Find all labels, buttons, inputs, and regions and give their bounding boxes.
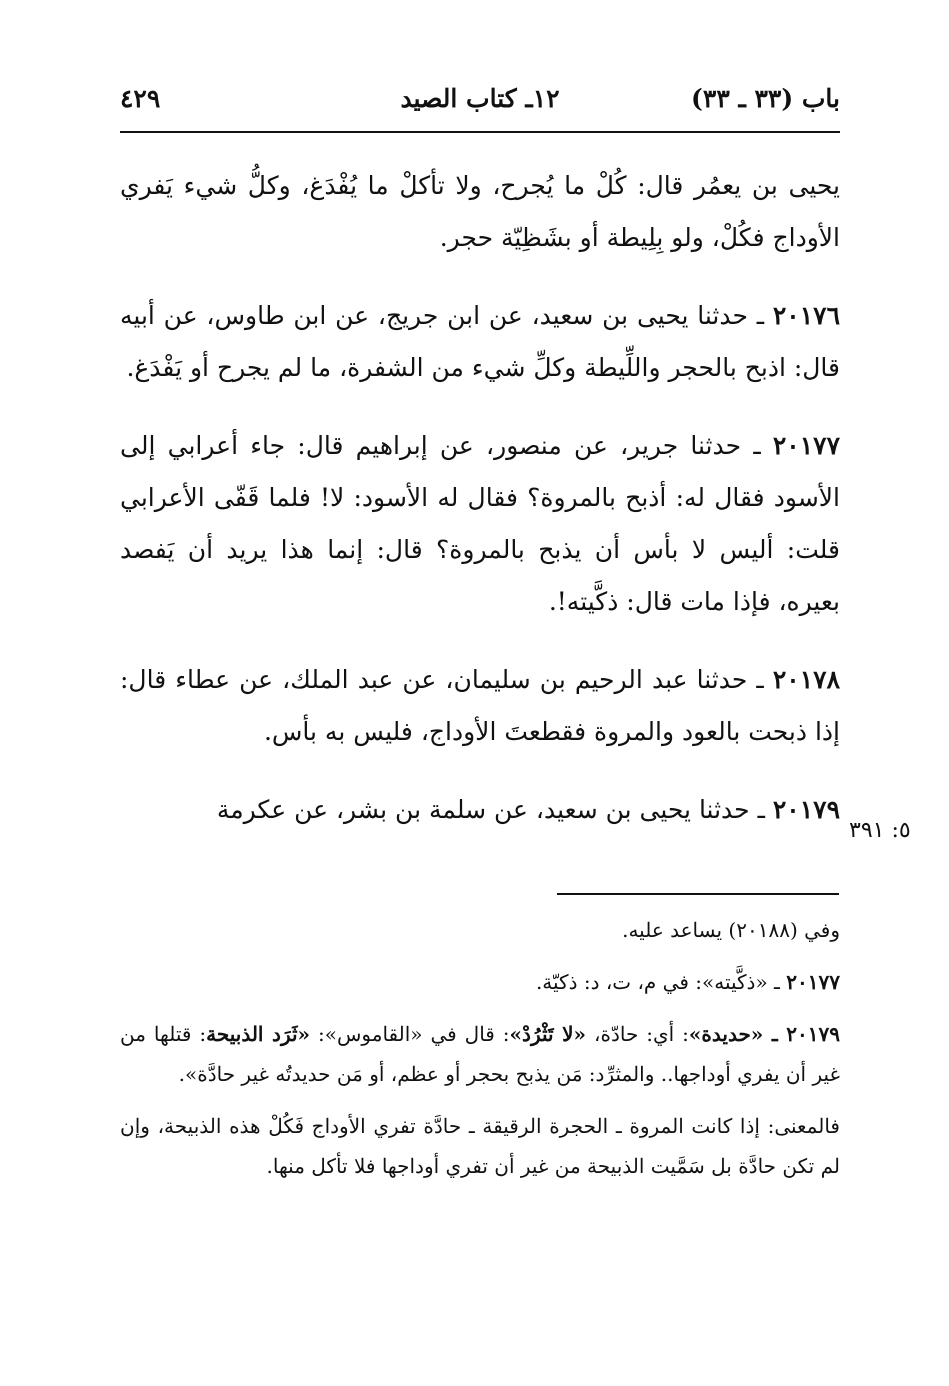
footnote-text: : قتلها من غير أن يفري أوداجها.. والمثرِّد: مَن يذبح بحجر أو عظم، أو مَن حديدتُه غير حادَّة». xyxy=(120,1022,840,1086)
book-title: ١٢ـ كتاب الصيد xyxy=(400,84,560,113)
paragraph xyxy=(120,654,840,758)
paragraph xyxy=(120,784,840,836)
footnote-text: ـ «ذكَّيته»: في م، ت، د: ذكيّة. xyxy=(535,970,787,994)
hadith-number: ٢٠١٧٦ xyxy=(772,301,840,330)
page-number: ٤٢٩ xyxy=(120,84,161,113)
hadith-number: ٢٠١٧٨ xyxy=(772,665,840,694)
footnote-term: «لا تَثْرُدْ» xyxy=(509,1022,587,1046)
footnote-separator xyxy=(557,893,839,895)
header-rule xyxy=(120,131,840,133)
paragraph-text: يحيى بن يعمُر قال: كُلْ ما يُجرح، ولا تأكلْ ما يُفْدَغ، وكلُّ شيء يَفري الأوداج فكُلْ، ولو بِلِيطة أو بشَظِيّة حجر. xyxy=(120,171,840,252)
chapter-heading: باب (٣٣ ـ ٣٣) xyxy=(691,84,840,113)
footnote xyxy=(120,1014,840,1094)
main-text xyxy=(120,160,840,862)
paragraph-text: ـ حدثنا عبد الرحيم بن سليمان، عن عبد الملك، عن عطاء قال: إذا ذبحت بالعود والمروة فقطعتَ الأوداج، فليس به بأس. xyxy=(120,665,840,746)
footnote-number: ٢٠١٧٩ xyxy=(786,1022,840,1046)
hadith-number: ٢٠١٧٩ xyxy=(772,795,840,824)
footnote-term: ـ «حديدة» xyxy=(688,1022,787,1046)
margin-reference: ٥: ٣٩١ xyxy=(849,818,911,843)
footnote-text: فالمعنى: إذا كانت المروة ـ الحجرة الرقيقة ـ حادَّة تفري الأوداج فَكُلْ هذه الذبيحة، وإن لم تكن حادَّة بل سَمَّيت الذبيحة من غير أن تفري أوداجها فلا تأكل منها. xyxy=(120,1114,840,1178)
paragraph-text: ـ حدثنا يحيى بن سعيد، عن سلمة بن بشر، عن عكرمة xyxy=(216,795,773,824)
footnote-number: ٢٠١٧٧ xyxy=(786,970,840,994)
paragraph-text: ـ حدثنا جرير، عن منصور، عن إبراهيم قال: جاء أعرابي إلى الأسود فقال له: أذبح بالمروة؟ فقال له الأسود: لا! فلما قَفّى الأعرابي قلت: أليس لا بأس أن يذبح بالمروة؟ قال: إنما هذا يريد أن يَفصد بعيره، فإذا مات قال: ذكَّيته!. xyxy=(120,431,840,616)
paragraph xyxy=(120,420,840,628)
footnote-text: : أي: حادّة، xyxy=(586,1022,689,1046)
footnote xyxy=(120,1106,840,1186)
footnote xyxy=(120,962,840,1002)
footnote xyxy=(120,910,840,950)
hadith-number: ٢٠١٧٧ xyxy=(772,431,840,460)
paragraph-text: ـ حدثنا يحيى بن سعيد، عن ابن جريج، عن ابن طاوس، عن أبيه قال: اذبح بالحجر واللِّيطة وكلِّ شيء من الشفرة، ما لم يجرح أو يَفْدَغ. xyxy=(120,301,840,382)
paragraph xyxy=(120,290,840,394)
footnotes xyxy=(120,910,840,1198)
footnote-term: «ثَرَد الذبيحة xyxy=(206,1022,311,1046)
paragraph xyxy=(120,160,840,264)
footnote-text: وفي (٢٠١٨٨) يساعد عليه. xyxy=(622,918,840,942)
footnote-text: : قال في «القاموس»: xyxy=(310,1022,510,1046)
page-header xyxy=(120,84,840,124)
